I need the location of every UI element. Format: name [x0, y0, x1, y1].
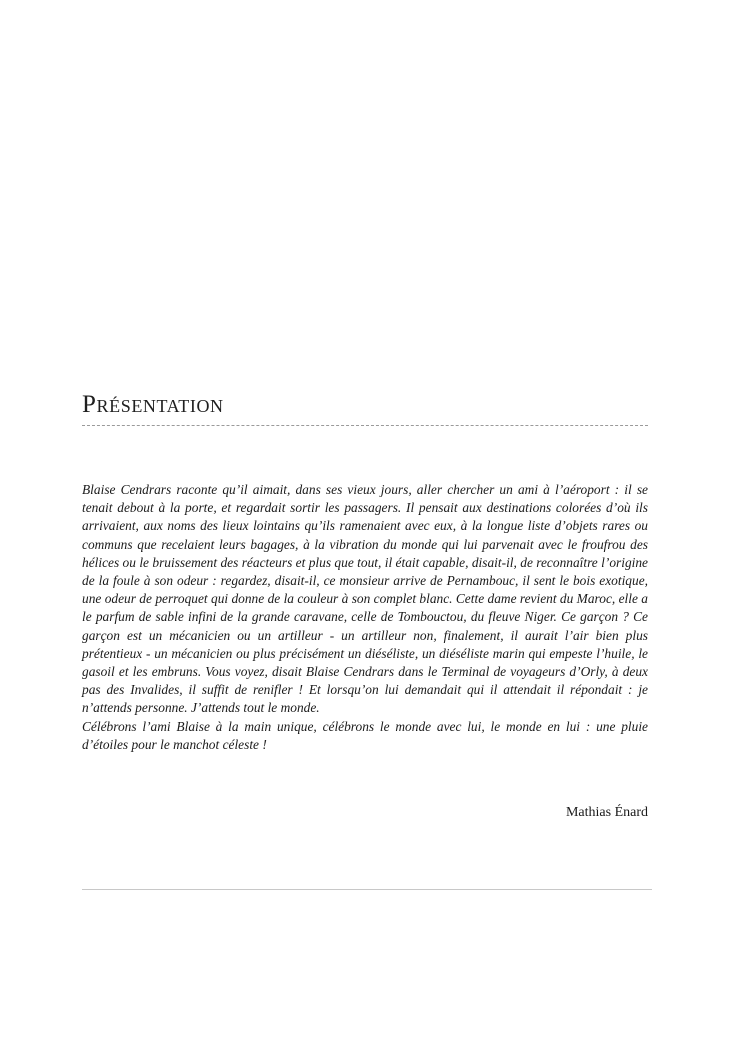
presentation-text [82, 481, 648, 754]
author-signature: Mathias Énard [565, 805, 648, 820]
paragraph-closing: Célébrons l’ami Blaise à la main unique, célébrons le monde avec lui, le monde en lui : une pluie d’étoiles pour le manchot céleste ! [82, 718, 648, 752]
section-title: Présentation [82, 391, 224, 418]
paragraph-main: Blaise Cendrars raconte qu’il aimait, dans ses vieux jours, aller chercher un ami à l’aéroport : il se tenait debout à la porte, et regardait sortir les passagers. Il pensait aux destinations colorées d’où ils arrivaient, aux noms des lieux lointains qu’ils ramenaient avec eux, à la longue liste d’objets rares ou communs que recelaient leurs bagages, à la vibration du monde qui lui parvenait avec le froufrou des hélices ou le bruissement des réacteurs et plus que tout, il était capable, disait-il, de reconnaître l’origine de la foule à son odeur : regardez, disait-il, ce monsieur arrive de Pernambouc, il sent le bois exotique, une odeur de perroquet qui donne de la couleur à son complet blanc. Cette dame revient du Maroc, elle a le parfum de sable infini de la grande caravane, celle de Tombouctou, du fleuve Niger. Ce garçon ? Ce garçon est un mécanicien ou un artilleur - un artilleur non, finalement, il aurait l’air bien plus prétentieux - un mécanicien ou plus précisément un diéséliste, un diéséliste marin qui empeste l’huile, le gasoil et les embruns. Vous voyez, disait Blaise Cendrars dans le Terminal de voyageurs d’Orly, à deux pas des Invalides, il suffit de renifler ! Et lorsqu’on lui demandait qui il attendait il répondait : je n’attends personne. J’attends tout le monde. [82, 482, 648, 716]
footer-divider [82, 889, 652, 890]
title-divider [82, 425, 648, 426]
